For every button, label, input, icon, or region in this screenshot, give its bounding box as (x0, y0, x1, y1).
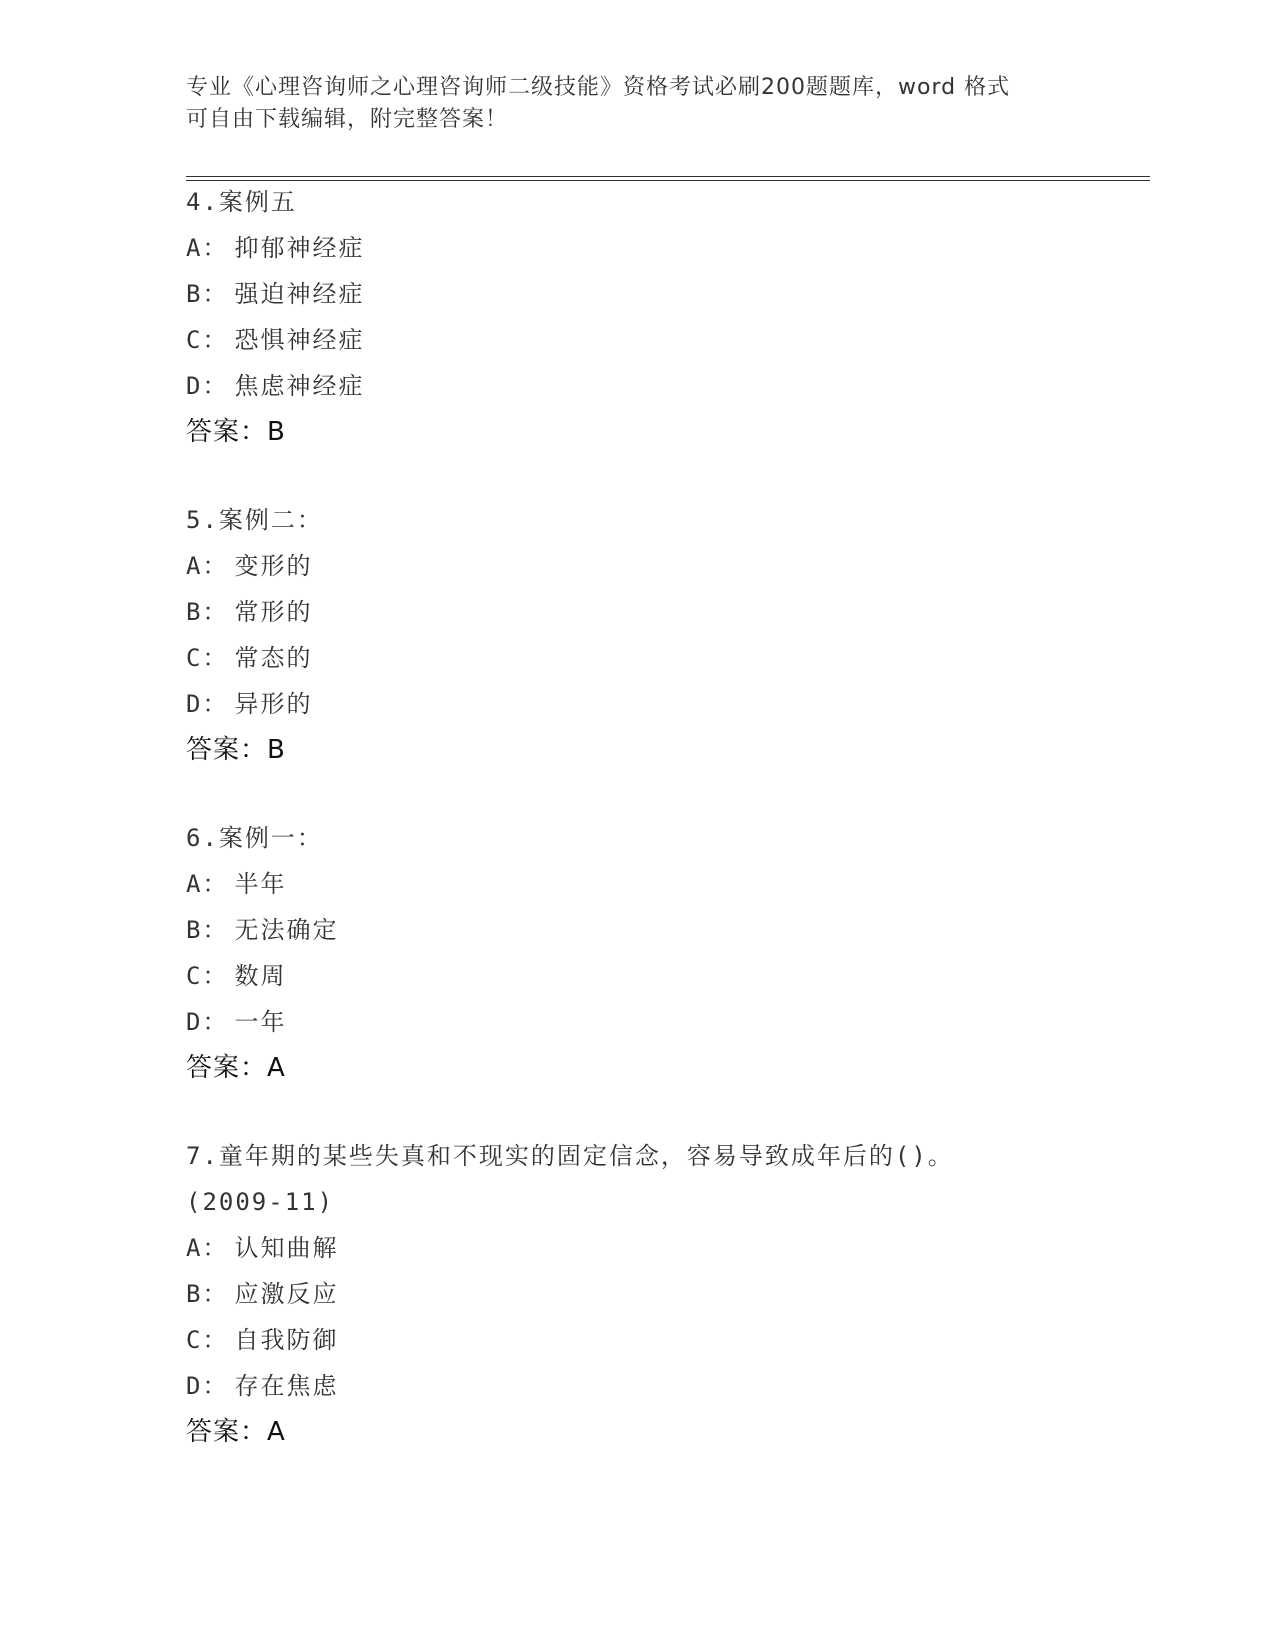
option-d (186, 1363, 1086, 1409)
option-c (186, 635, 1086, 681)
answer-line: 答案：A (186, 1417, 286, 1447)
question-stem-continuation: (2009-11) (186, 1188, 335, 1216)
question-stem: 7.童年期的某些失真和不现实的固定信念，容易导致成年后的()。 (186, 1142, 954, 1170)
option-key: B： (186, 280, 229, 308)
option-a (186, 225, 1086, 271)
question-6 (186, 815, 1086, 1091)
option-a (186, 543, 1086, 589)
option-text: 应激反应 (234, 1280, 339, 1308)
option-text: 强迫神经症 (234, 280, 365, 308)
option-key: B： (186, 598, 229, 626)
option-text: 变形的 (234, 552, 313, 580)
option-key: C： (186, 962, 229, 990)
option-text: 常态的 (234, 644, 313, 672)
option-b (186, 271, 1086, 317)
option-key: C： (186, 1326, 229, 1354)
option-a (186, 861, 1086, 907)
answer-line: 答案：B (186, 735, 286, 765)
option-key: A： (186, 1234, 229, 1262)
option-c (186, 317, 1086, 363)
option-key: D： (186, 1372, 229, 1400)
option-key: A： (186, 552, 229, 580)
option-b (186, 907, 1086, 953)
option-key: D： (186, 690, 229, 718)
question-stem: 5.案例二： (186, 506, 323, 534)
document-header (186, 72, 1066, 136)
option-d (186, 681, 1086, 727)
option-text: 一年 (234, 1008, 287, 1036)
option-text: 恐惧神经症 (234, 326, 365, 354)
answer-line: 答案：A (186, 1053, 286, 1083)
option-key: B： (186, 916, 229, 944)
question-5 (186, 497, 1086, 773)
option-a (186, 1225, 1086, 1271)
option-d (186, 999, 1086, 1045)
option-b (186, 1271, 1086, 1317)
option-text: 认知曲解 (234, 1234, 339, 1262)
option-text: 异形的 (234, 690, 313, 718)
header-line-2: 可自由下载编辑，附完整答案！ (186, 107, 509, 132)
option-c (186, 953, 1086, 999)
option-key: D： (186, 372, 229, 400)
option-c (186, 1317, 1086, 1363)
option-text: 抑郁神经症 (234, 234, 365, 262)
option-key: C： (186, 326, 229, 354)
option-text: 存在焦虑 (234, 1372, 339, 1400)
option-text: 常形的 (234, 598, 313, 626)
option-text: 焦虑神经症 (234, 372, 365, 400)
question-4 (186, 179, 1086, 455)
option-text: 数周 (234, 962, 287, 990)
header-line-1: 专业《心理咨询师之心理咨询师二级技能》资格考试必刷200题题库，word 格式 (186, 75, 1011, 100)
option-key: D： (186, 1008, 229, 1036)
option-b (186, 589, 1086, 635)
question-stem: 6.案例一： (186, 824, 323, 852)
option-text: 自我防御 (234, 1326, 339, 1354)
option-d (186, 363, 1086, 409)
question-7 (186, 1133, 1086, 1455)
option-key: C： (186, 644, 229, 672)
option-text: 半年 (234, 870, 287, 898)
option-key: A： (186, 234, 229, 262)
question-stem: 4.案例五 (186, 188, 297, 216)
answer-line: 答案：B (186, 417, 286, 447)
option-key: B： (186, 1280, 229, 1308)
option-text: 无法确定 (234, 916, 339, 944)
option-key: A： (186, 870, 229, 898)
